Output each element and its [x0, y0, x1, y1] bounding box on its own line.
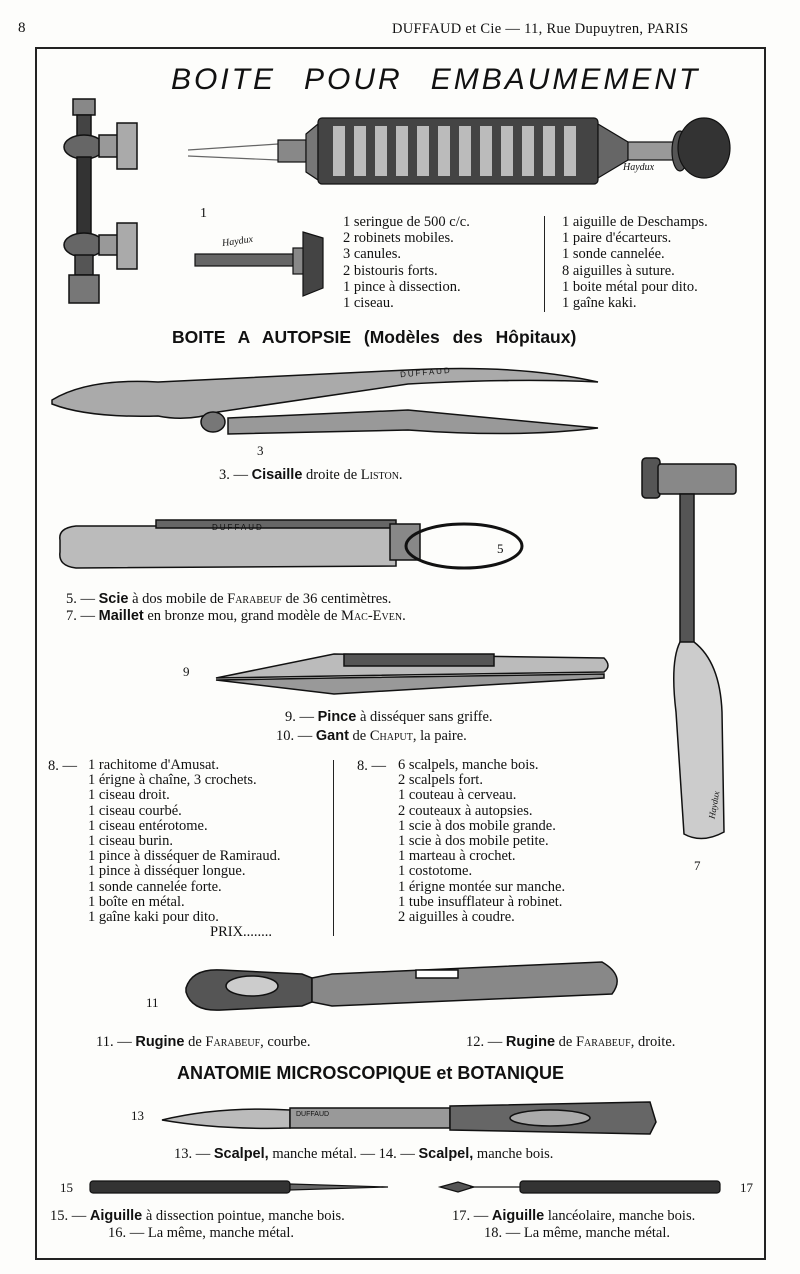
- list-item: 2 couteaux à autopsies.: [398, 802, 533, 819]
- blade-mark: DUFFAUD: [296, 1111, 330, 1118]
- caption-number: 7. —: [66, 608, 95, 624]
- saw-illustration: [56, 512, 486, 580]
- caption-number: 16. —: [108, 1225, 145, 1241]
- page-number: 8: [18, 20, 26, 36]
- list-item: 2 aiguilles à coudre.: [398, 909, 515, 926]
- caption-fig18: [484, 1225, 670, 1242]
- caption-text: de: [558, 1034, 573, 1050]
- list-item: 1 ciseau courbé.: [88, 802, 182, 819]
- stopcock-illustration: [55, 95, 145, 307]
- figure-number-3: 3: [257, 443, 264, 458]
- caption-number: 12. —: [466, 1034, 503, 1050]
- caption-text: courbe.: [267, 1034, 311, 1050]
- caption-text: à dos mobile de: [132, 591, 224, 607]
- list8b-prefix: 8. —: [357, 758, 386, 774]
- instrument-name: Aiguille: [89, 1208, 143, 1224]
- maker-mark: Haydux: [706, 790, 722, 820]
- figure-number-7: 7: [694, 858, 701, 873]
- cannula-illustration: [195, 232, 325, 296]
- list-item: 1 boite métal pour dito.: [562, 278, 698, 295]
- list-item: 1 sonde cannelée forte.: [88, 878, 222, 895]
- caption-fig3: [219, 467, 403, 484]
- instrument-name: Pince: [317, 709, 357, 725]
- forceps-illustration: [214, 648, 614, 698]
- instrument-name: Maillet: [98, 608, 144, 624]
- caption-number: 15. —: [50, 1208, 87, 1224]
- caption-text: La même, manche métal.: [147, 1225, 295, 1241]
- scalpel-illustration: [160, 1098, 660, 1138]
- caption-fig16: [108, 1225, 294, 1242]
- list-item: 1 gaîne kaki.: [562, 295, 637, 312]
- caption-text: droite de: [306, 467, 358, 483]
- embalming-contents-right: [562, 214, 708, 311]
- embalming-contents-left: [343, 214, 470, 311]
- dissection-needle-illustration: [88, 1178, 388, 1198]
- list-item: 1 rachitome d'Amusat.: [88, 757, 220, 773]
- figure-number-1: 1: [200, 206, 207, 221]
- caption-number: 11. —: [96, 1034, 132, 1050]
- title-word: POUR: [304, 63, 403, 96]
- list-item: 1 ciseau burin.: [88, 833, 173, 850]
- list-item: 1 paire d'écarteurs.: [562, 230, 672, 247]
- caption-text: à dissection pointue, manche bois.: [145, 1208, 345, 1224]
- caption-fig9: [285, 709, 493, 726]
- figure-number-17: 17: [740, 1180, 753, 1195]
- list-item: 1 costotome.: [398, 863, 473, 880]
- list-item: 1 marteau à crochet.: [398, 848, 516, 865]
- list-item: 1 scie à dos mobile grande.: [398, 817, 556, 834]
- column-divider: [544, 216, 545, 312]
- figure-number-15: 15: [60, 1180, 73, 1195]
- caption-text: droite.: [637, 1034, 676, 1050]
- maker-mark: Haydux: [623, 162, 655, 173]
- list-item: 1 ciseau.: [343, 295, 394, 312]
- caption-text: La même, manche métal.: [523, 1225, 671, 1241]
- title-word: EMBAUMEMENT: [430, 63, 701, 96]
- list-item: 1 scie à dos mobile petite.: [398, 833, 549, 850]
- caption-author: Mac-Even.: [341, 608, 406, 624]
- caption-text: manche métal.: [272, 1146, 357, 1162]
- list-item: 1 couteau à cerveau.: [398, 787, 517, 804]
- raspatory-illustration: [182, 958, 627, 1022]
- list-item: 1 tube insufflateur à robinet.: [398, 893, 563, 910]
- caption-text: lancéolaire, manche bois.: [547, 1208, 696, 1224]
- caption-fig11: [96, 1034, 311, 1051]
- list-item: 1 seringue de 500 c/c.: [343, 214, 470, 230]
- blade-mark: DUFFAUD: [212, 523, 264, 532]
- caption-text: de 36 centimètres.: [285, 591, 392, 607]
- figure-number-13: 13: [131, 1108, 144, 1123]
- figure-number-9: 9: [183, 664, 190, 679]
- maker-mark: Haydux: [221, 233, 254, 250]
- autopsy-contents-right: [398, 758, 565, 925]
- list-item: 1 pince à disséquer de Ramiraud.: [88, 848, 281, 865]
- caption-fig13-14: [174, 1146, 553, 1163]
- list-item: 1 érigne montée sur manche.: [398, 878, 566, 895]
- caption-author: Farabeuf,: [205, 1034, 264, 1050]
- lanceolate-needle-illustration: [440, 1178, 724, 1198]
- caption-text: de: [188, 1034, 202, 1050]
- caption-number: 10. —: [276, 728, 313, 744]
- title-word: BOITE: [171, 63, 277, 96]
- caption-fig7: [66, 608, 406, 625]
- liston-shears-illustration: [48, 360, 608, 452]
- caption-fig12: [466, 1034, 675, 1051]
- instrument-name: Aiguille: [491, 1208, 545, 1224]
- blade-mark: DUFFAUD: [399, 365, 453, 380]
- section-title-embaumement: [171, 63, 700, 97]
- list-item: 1 gaîne kaki pour dito.: [88, 909, 219, 926]
- instrument-name: Cisaille: [251, 467, 303, 483]
- caption-number: 18. —: [484, 1225, 521, 1241]
- instrument-name: Scalpel,: [213, 1146, 269, 1162]
- list-item: 1 ciseau entérotome.: [88, 817, 208, 834]
- list-item: 2 scalpels fort.: [398, 772, 483, 789]
- section-title-microscopie: ANATOMIE MICROSCOPIQUE et BOTANIQUE: [177, 1063, 565, 1083]
- caption-author: Farabeuf: [227, 591, 282, 607]
- list-item: 2 robinets mobiles.: [343, 230, 454, 247]
- price-line: PRIX........: [210, 924, 273, 941]
- caption-number: 3. —: [219, 467, 248, 483]
- autopsy-contents-left: [88, 758, 280, 940]
- instrument-name: Scalpel,: [418, 1146, 474, 1162]
- caption-text: de: [352, 728, 367, 744]
- caption-number: 17. —: [452, 1208, 489, 1224]
- figure-number-11: 11: [146, 995, 159, 1010]
- list-item: 6 scalpels, manche bois.: [398, 757, 539, 773]
- caption-fig10: [276, 728, 467, 745]
- list-item: 1 pince à disséquer longue.: [88, 863, 246, 880]
- instrument-name: Rugine: [505, 1034, 556, 1050]
- list-item: 1 aiguille de Deschamps.: [562, 214, 708, 230]
- list-item: 1 sonde cannelée.: [562, 246, 665, 263]
- running-header: DUFFAUD et Cie — 11, Rue Dupuytren, PARIS: [392, 21, 689, 37]
- caption-fig17: [452, 1208, 695, 1225]
- caption-text: en bronze mou, grand modèle de: [147, 608, 338, 624]
- mallet-illustration: [640, 452, 750, 846]
- section-title-autopsie: BOITE A AUTOPSIE (Modèles des Hôpitaux): [172, 327, 577, 347]
- list-item: 1 boîte en métal.: [88, 893, 185, 910]
- caption-author: Liston.: [360, 467, 403, 483]
- instrument-name: Scie: [98, 591, 129, 607]
- caption-number: 13. —: [174, 1146, 211, 1162]
- caption-author: Chaput,: [369, 728, 417, 744]
- list8a-prefix: 8. —: [48, 758, 77, 774]
- caption-number: 5. —: [66, 591, 95, 607]
- instrument-name: Rugine: [135, 1034, 185, 1050]
- list-item: 8 aiguilles à suture.: [562, 262, 675, 279]
- caption-text: à disséquer sans griffe.: [359, 709, 493, 725]
- caption-text: la paire.: [420, 728, 467, 744]
- instrument-name: Gant: [315, 728, 349, 744]
- list-item: 1 pince à dissection.: [343, 278, 461, 295]
- list-item: 1 érigne à chaîne, 3 crochets.: [88, 772, 257, 789]
- caption-number: — 14. —: [360, 1146, 415, 1162]
- caption-author: Farabeuf,: [575, 1034, 635, 1050]
- caption-text: manche bois.: [476, 1146, 554, 1162]
- list-item: 1 ciseau droit.: [88, 787, 170, 804]
- figure-number-5: 5: [497, 541, 504, 556]
- list-item: 3 canules.: [343, 246, 401, 263]
- syringe-illustration: [188, 104, 738, 196]
- column-divider: [333, 760, 334, 936]
- caption-number: 9. —: [285, 709, 314, 725]
- list-item: 2 bistouris forts.: [343, 262, 438, 279]
- caption-fig5: [66, 591, 391, 608]
- caption-fig15: [50, 1208, 345, 1225]
